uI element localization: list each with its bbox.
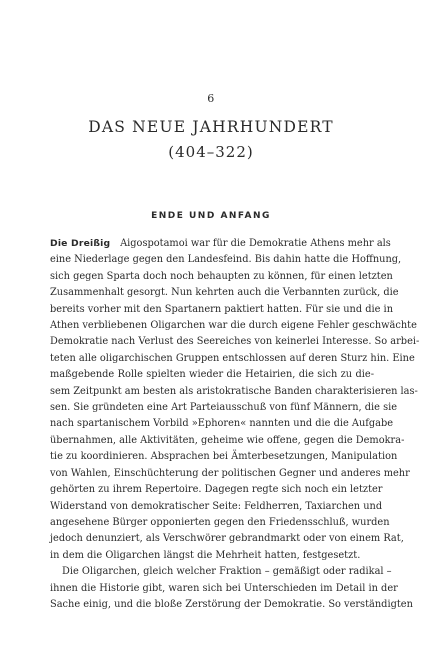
margin-runin-heading: Die Dreißig <box>50 238 111 249</box>
line-text: tie zu koordinieren. Absprachen bei Ämterbesetzungen, Manipulation <box>50 451 398 463</box>
text-line <box>50 400 398 416</box>
line-text: jedoch denunziert, als Verschwörer gebrandmarkt oder von einem Rat, <box>50 533 404 545</box>
text-line <box>50 531 404 547</box>
section-heading: ENDE UND ANFANG <box>151 211 271 221</box>
chapter-title: DAS NEUE JAHRHUNDERT <box>88 118 334 136</box>
text-line <box>50 482 383 498</box>
text-line <box>50 416 394 432</box>
text-line <box>50 302 394 318</box>
text-line <box>50 466 410 482</box>
text-line <box>50 515 390 531</box>
line-text: Demokratie nach Verlust des Seereiches von keinerlei Interesse. So arbei- <box>50 336 420 348</box>
chapter-dates: (404–322) <box>168 143 254 161</box>
chapter-number: 6 <box>207 92 215 105</box>
text-line <box>50 367 374 383</box>
line-text: sem Zeitpunkt am besten als aristokratische Banden charakterisieren las- <box>50 385 418 397</box>
text-line <box>50 236 391 252</box>
line-text: nach spartanischem Vorbild »Ephoren« nannten und die die Aufgabe <box>50 418 394 430</box>
line-text: Widerstand von demokratischer Seite: Feldherren, Taxiarchen und <box>50 500 383 512</box>
body-text <box>50 236 420 613</box>
line-text: sen. Sie gründeten eine Art Parteiausschuß von fünf Männern, die sie <box>50 402 398 414</box>
line-text: Sache einig, und die bloße Zerstörung der Demokratie. So verständigten <box>50 598 413 610</box>
line-text: Athen verbliebenen Oligarchen war die durch eigene Fehler geschwächte <box>50 320 417 332</box>
line-text: angesehene Bürger opponierten gegen den Friedensschluß, wurden <box>50 516 390 528</box>
text-line <box>50 597 413 613</box>
text-line <box>50 433 405 449</box>
line-text: eine Niederlage gegen den Landesfeind. Bis dahin hatte die Hoffnung, <box>50 254 402 266</box>
text-line <box>50 269 393 285</box>
line-text: ihnen die Historie gibt, waren sich bei Unterschieden im Detail in der <box>50 582 398 594</box>
line-text: teten alle oligarchischen Gruppen entschlossen auf deren Sturz hin. Eine <box>50 352 415 364</box>
line-text: in dem die Oligarchen längst die Mehrheit hatten, festgesetzt. <box>50 549 361 561</box>
line-text: Zusammenhalt gesorgt. Nun kehrten auch die Verbannten zurück, die <box>50 287 399 299</box>
text-line <box>50 564 392 580</box>
text-line <box>50 351 415 367</box>
text-line <box>50 449 398 465</box>
line-text: von Wahlen, Einschüchterung der politischen Gegner und anderes mehr <box>50 467 410 479</box>
line-text: sich gegen Sparta doch noch behaupten zu können, für einen letzten <box>50 270 393 282</box>
text-line <box>50 581 398 597</box>
line-text: bereits vorher mit den Spartanern paktiert hatten. Für sie und die in <box>50 303 394 315</box>
text-line <box>50 384 418 400</box>
line-text: Die Oligarchen, gleich welcher Fraktion – gemäßigt oder radikal – <box>62 566 392 578</box>
text-line <box>50 499 383 515</box>
line-text: Aigospotamoi war für die Demokratie Athens mehr als <box>120 238 391 249</box>
text-line <box>50 334 420 350</box>
text-line <box>50 285 399 301</box>
text-line <box>50 252 402 268</box>
text-line <box>50 548 374 564</box>
line-text: maßgebende Rolle spielten wieder die Hetairien, die sich zu die- <box>50 369 374 381</box>
text-line <box>50 318 417 334</box>
line-text: übernahmen, alle Aktivitäten, geheime wie offene, gegen die Demokra- <box>50 434 405 446</box>
line-text: gehörten zu ihrem Repertoire. Dagegen regte sich noch ein letzter <box>50 484 383 496</box>
